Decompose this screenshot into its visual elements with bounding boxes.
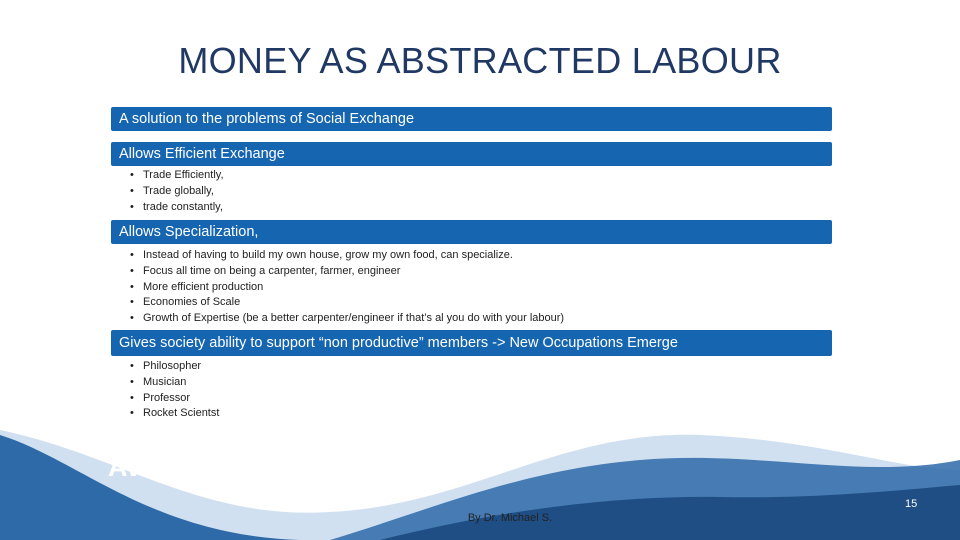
list-item: • Professor bbox=[130, 391, 219, 407]
section-heading-efficient-exchange: Allows Efficient Exchange bbox=[111, 142, 832, 166]
list-item: • Philosopher bbox=[130, 359, 219, 375]
list-item: • trade constantly, bbox=[130, 200, 224, 216]
section-heading-specialization: Allows Specialization, bbox=[111, 220, 832, 244]
logo-wordmark: Avatar bbox=[108, 452, 189, 482]
list-item: • Instead of having to build my own house, grow my own food, can specialize. bbox=[130, 248, 564, 264]
section-heading-social-exchange: A solution to the problems of Social Exchange bbox=[111, 107, 832, 131]
list-item: • More efficient production bbox=[130, 280, 564, 296]
avatar-logo bbox=[108, 432, 200, 490]
section-heading-new-occupations: Gives society ability to support “non productive” members -> New Occupations Emerge bbox=[111, 330, 832, 356]
specialization-list bbox=[130, 248, 564, 327]
list-item: • Focus all time on being a carpenter, farmer, engineer bbox=[130, 264, 564, 280]
list-item: • Rocket Scientst bbox=[130, 406, 219, 422]
footer-author: By Dr. Michael S. bbox=[467, 512, 553, 524]
list-item: • Trade globally, bbox=[130, 184, 224, 200]
list-item: • Growth of Expertise (be a better carpenter/engineer if that’s al you do with your labour) bbox=[130, 311, 564, 327]
page-number: 15 bbox=[905, 498, 918, 510]
list-item: • Musician bbox=[130, 375, 219, 391]
occupations-list bbox=[130, 359, 219, 422]
list-item: • Trade Efficiently, bbox=[130, 168, 224, 184]
efficient-exchange-list bbox=[130, 168, 224, 215]
list-item: • Economies of Scale bbox=[130, 295, 564, 311]
slide-title: MONEY AS ABSTRACTED LABOUR bbox=[178, 40, 782, 81]
